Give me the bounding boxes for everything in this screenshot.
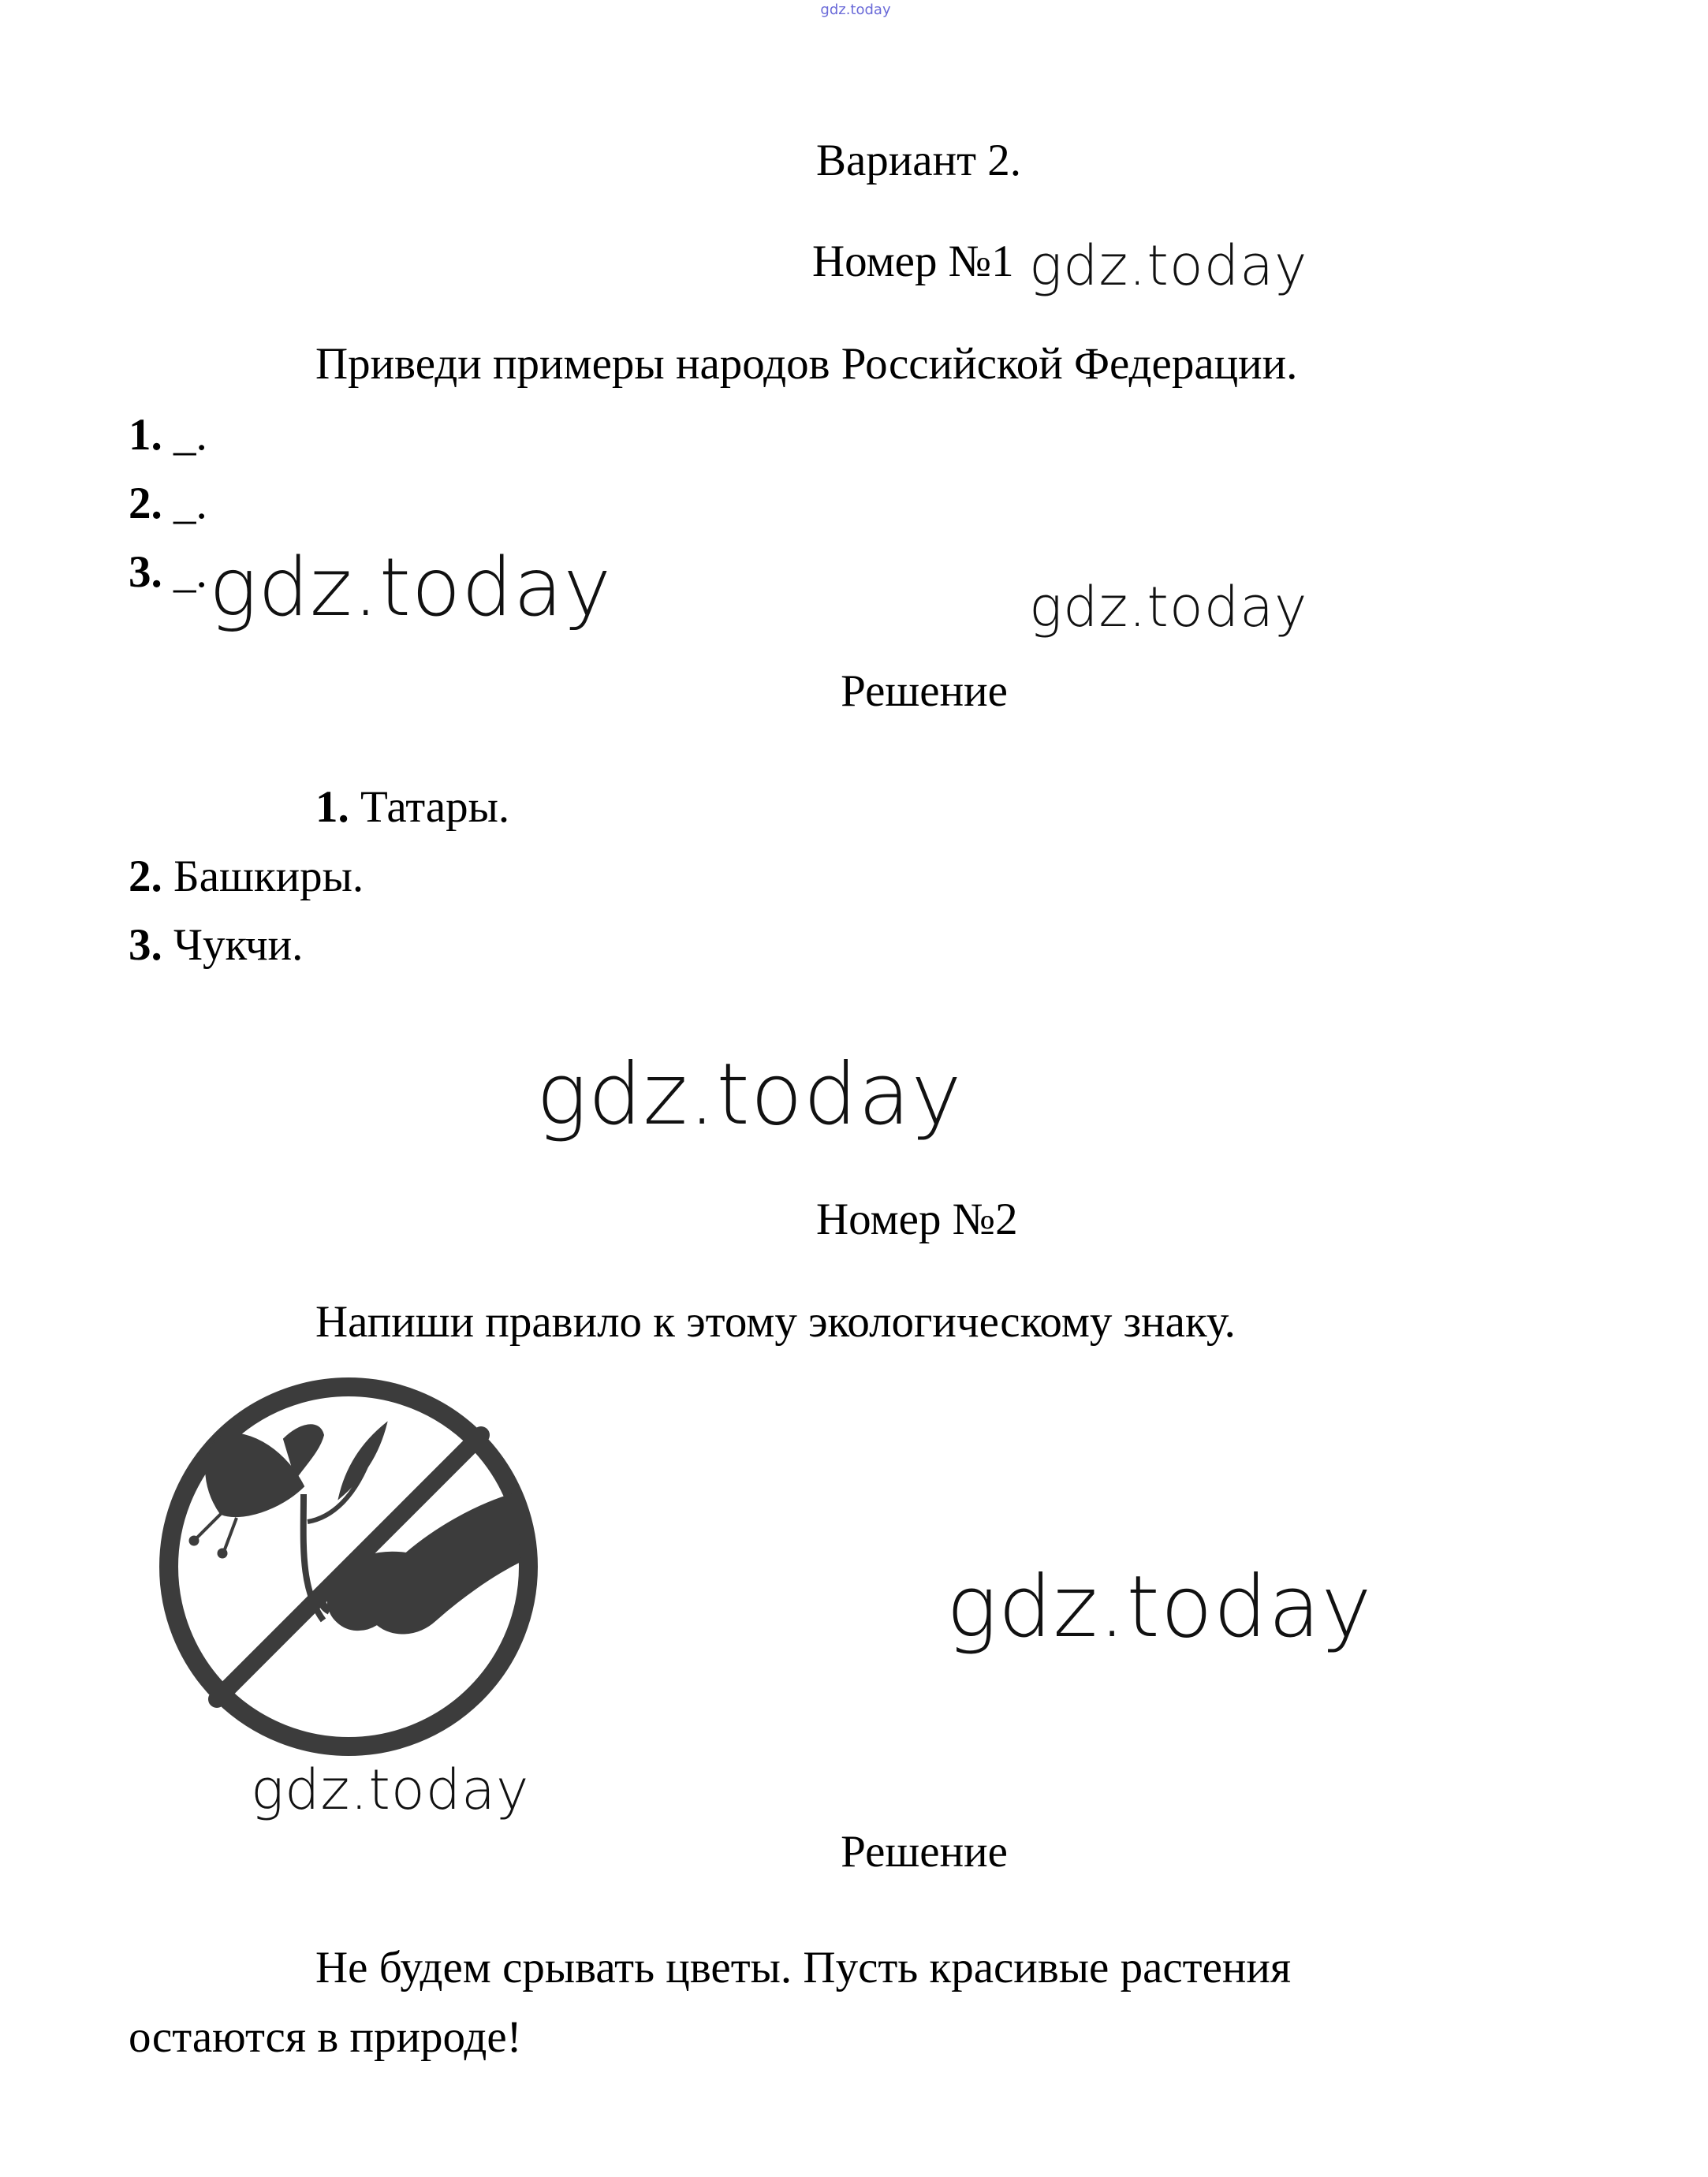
answer-item: [129, 854, 364, 899]
blank-number: 2.: [129, 479, 162, 528]
answer-text: Чукчи.: [173, 920, 304, 970]
blank-item: [129, 481, 207, 526]
watermark-2: gdz.today: [209, 541, 612, 635]
answer-text: Башкиры.: [173, 852, 364, 901]
answer-text: Татары.: [360, 782, 510, 832]
task2-answer-line1: Не будем срывать цветы. Пусть красивые растения: [315, 1943, 1292, 1992]
task2-number: Номер №2: [816, 1195, 1018, 1244]
task2-answer-line2: остаются в природе!: [129, 2012, 522, 2062]
answer-number: 1.: [315, 782, 349, 832]
blank-line: _.: [173, 547, 207, 597]
watermark-6: gdz.today: [251, 1758, 530, 1822]
answer-item: [129, 920, 304, 970]
blank-number: 3.: [129, 547, 162, 597]
watermark-5: gdz.today: [946, 1558, 1373, 1657]
blank-line: _.: [173, 410, 207, 460]
watermark-1: gdz.today: [1029, 233, 1308, 298]
top-watermark: gdz.today: [820, 2, 891, 18]
watermark-3: gdz.today: [1029, 575, 1308, 639]
variant-title: Вариант 2.: [815, 136, 1022, 185]
answer-number: 3.: [129, 920, 162, 970]
task1-solution-title: Решение: [841, 666, 1008, 716]
answer-number: 2.: [129, 852, 162, 901]
task2-question: Напиши правило к этому экологическому знаку.: [315, 1297, 1236, 1347]
blank-item: [129, 547, 207, 597]
blank-line: _.: [173, 479, 207, 528]
task2-solution-title: Решение: [841, 1827, 1008, 1877]
no-flower-picking-sign-icon: [142, 1360, 552, 1770]
task1-question: Приведи примеры народов Российской Федерации.: [315, 339, 1298, 389]
blank-number: 1.: [129, 410, 162, 460]
blank-item: [129, 410, 207, 460]
answer-item: [315, 782, 510, 832]
task1-number: Номер №1: [812, 237, 1014, 286]
watermark-4: gdz.today: [536, 1046, 963, 1144]
